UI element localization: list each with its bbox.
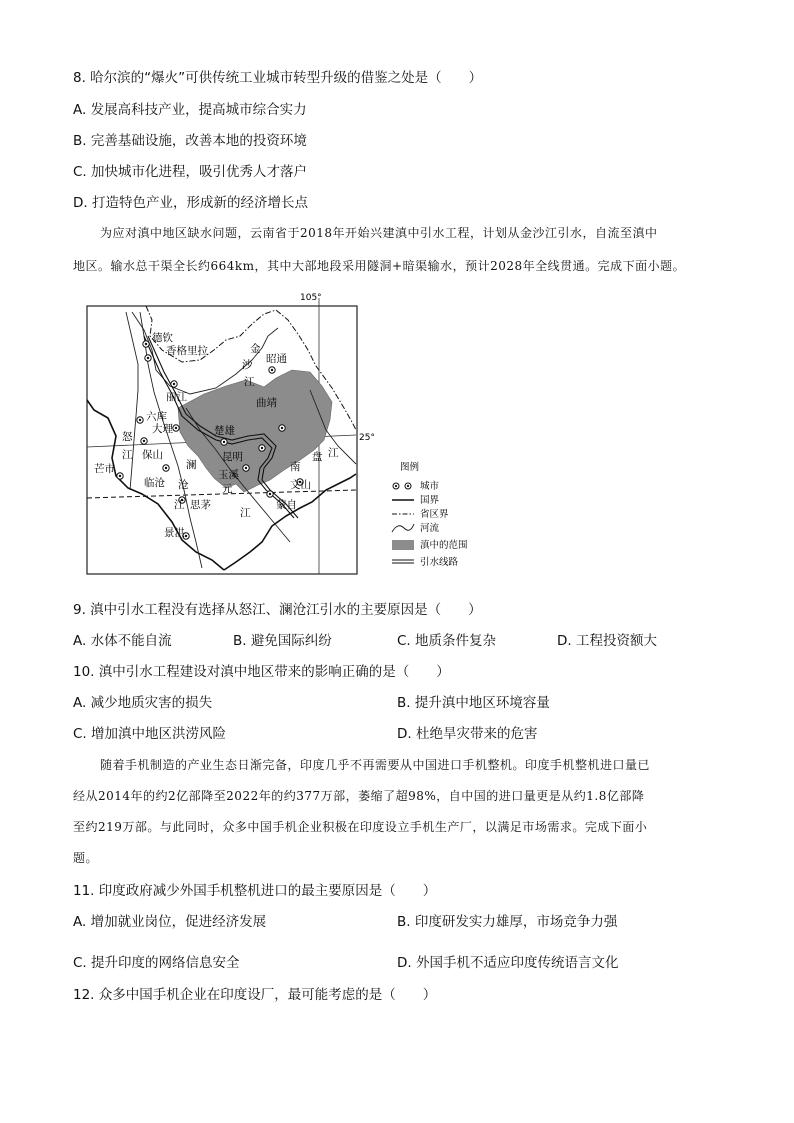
intro2-line-1: 随着手机制造的产业生态日渐完备，印度几乎不再需要从中国进口手机整机。印度手机整机进口量已 bbox=[100, 758, 651, 772]
q11-stem: 11. 印度政府减少外国手机整机进口的最主要原因是（ ） bbox=[73, 883, 437, 899]
svg-text:曲靖: 曲靖 bbox=[256, 397, 277, 409]
svg-text:城市: 城市 bbox=[420, 481, 440, 492]
legend-national-border bbox=[392, 495, 440, 506]
label-jinsha-2: 沙 bbox=[242, 359, 253, 371]
svg-text:昆明: 昆明 bbox=[222, 451, 243, 463]
svg-text:国界: 国界 bbox=[420, 495, 440, 506]
svg-text:思茅: 思茅 bbox=[190, 499, 211, 511]
svg-text:滇中的范围: 滇中的范围 bbox=[420, 540, 468, 551]
svg-text:引水线路: 引水线路 bbox=[420, 557, 459, 568]
central-yunnan-map bbox=[86, 290, 496, 580]
legend-city bbox=[393, 480, 440, 492]
q11-option-d[interactable]: D. 外国手机不适应印度传统语言文化 bbox=[397, 955, 619, 971]
svg-text:昭通: 昭通 bbox=[266, 353, 287, 365]
label-jinsha-3: 江 bbox=[244, 376, 255, 388]
q9-option-d[interactable]: D. 工程投资额大 bbox=[557, 633, 657, 649]
q9-option-c[interactable]: C. 地质条件复杂 bbox=[397, 633, 497, 649]
label-yuan-2: 江 bbox=[240, 507, 251, 519]
svg-text:芒市: 芒市 bbox=[94, 463, 115, 475]
svg-text:文山: 文山 bbox=[290, 479, 311, 491]
svg-text:河流: 河流 bbox=[420, 523, 440, 534]
legend-central-region bbox=[392, 539, 468, 551]
svg-text:德钦: 德钦 bbox=[152, 332, 173, 344]
q8-stem: 8. 哈尔滨的“爆火”可供传统工业城市转型升级的借鉴之处是（ ） bbox=[73, 70, 483, 86]
legend-diversion-route bbox=[392, 556, 459, 568]
q11-options-row2 bbox=[73, 951, 723, 971]
map-legend bbox=[392, 461, 468, 568]
longitude-label: 105° bbox=[300, 293, 322, 303]
svg-text:香格里拉: 香格里拉 bbox=[166, 345, 208, 357]
q9-options bbox=[73, 629, 723, 649]
q11-options-row1 bbox=[73, 910, 723, 930]
q10-option-d[interactable]: D. 杜绝旱灾带来的危害 bbox=[397, 726, 538, 742]
q11-option-b[interactable]: B. 印度研发实力雄厚，市场竞争力强 bbox=[397, 914, 618, 930]
q8-option-c[interactable]: C. 加快城市化进程，吸引优秀人才落户 bbox=[73, 164, 308, 180]
intro2-line-3: 至约219万部。与此同时，众多中国手机企业积极在印度设立手机生产厂，以满足市场需求。完成下面小 bbox=[73, 820, 648, 834]
q8-option-b[interactable]: B. 完善基础设施，改善本地的投资环境 bbox=[73, 133, 307, 149]
legend-provincial-boundary bbox=[392, 508, 449, 520]
intro1-line-1: 为应对滇中地区缺水问题，云南省于2018年开始兴建滇中引水工程，计划从金沙江引水，自流至滇中 bbox=[100, 226, 658, 240]
legend-title: 图例 bbox=[400, 462, 420, 473]
label-nu-1: 怒 bbox=[122, 431, 133, 443]
q11-option-c[interactable]: C. 提升印度的网络信息安全 bbox=[73, 955, 240, 971]
intro2-line-4: 题。 bbox=[73, 851, 99, 865]
intro2-line-2: 经从2014年的约2亿部降至2022年的约377万部，萎缩了超98%，自中国的进口量更是从约1.8亿部降 bbox=[73, 789, 645, 803]
q9-option-a[interactable]: A. 水体不能自流 bbox=[73, 633, 172, 649]
intro1-line-2: 地区。输水总干渠全长约664km，其中大部地段采用隧洞+暗渠输水，预计2028年全线贯通。完成下面小题。 bbox=[73, 259, 686, 273]
q9-stem: 9. 滇中引水工程没有选择从怒江、澜沧江引水的主要原因是（ ） bbox=[73, 602, 482, 618]
svg-text:蒙自: 蒙自 bbox=[276, 499, 297, 511]
q8-option-a[interactable]: A. 发展高科技产业，提高城市综合实力 bbox=[73, 102, 307, 118]
svg-text:玉溪: 玉溪 bbox=[218, 469, 239, 481]
svg-text:大理: 大理 bbox=[152, 423, 173, 435]
label-nu-2: 江 bbox=[122, 449, 133, 461]
label-nanpan-2: 盘 bbox=[312, 451, 323, 463]
label-yuan-1: 元 bbox=[222, 483, 233, 495]
svg-text:景洪: 景洪 bbox=[164, 527, 185, 539]
q9-option-b[interactable]: B. 避免国际纠纷 bbox=[233, 633, 332, 649]
label-jinsha-1: 金 bbox=[250, 343, 261, 355]
q10-stem: 10. 滇中引水工程建设对滇中地区带来的影响正确的是（ ） bbox=[73, 664, 450, 680]
label-lancang-3: 江 bbox=[174, 499, 185, 511]
q12-stem: 12. 众多中国手机企业在印度设厂，最可能考虑的是（ ） bbox=[73, 987, 437, 1003]
q10-option-b[interactable]: B. 提升滇中地区环境容量 bbox=[397, 695, 550, 711]
label-lancang-2: 沧 bbox=[178, 479, 189, 491]
q8-option-d[interactable]: D. 打造特色产业，形成新的经济增长点 bbox=[73, 195, 308, 211]
q10-options-row1 bbox=[73, 691, 723, 711]
svg-text:楚雄: 楚雄 bbox=[214, 425, 235, 437]
q11-option-a[interactable]: A. 增加就业岗位，促进经济发展 bbox=[73, 914, 267, 930]
q10-option-a[interactable]: A. 减少地质灾害的损失 bbox=[73, 695, 213, 711]
latitude-label: 25° bbox=[359, 433, 375, 443]
legend-river bbox=[392, 522, 440, 534]
q10-option-c[interactable]: C. 增加滇中地区洪涝风险 bbox=[73, 726, 227, 742]
label-nanpan-1: 南 bbox=[290, 461, 301, 473]
q10-options-row2 bbox=[73, 722, 723, 742]
svg-text:六库: 六库 bbox=[146, 411, 167, 423]
label-lancang-1: 澜 bbox=[186, 459, 197, 471]
svg-text:丽江: 丽江 bbox=[166, 391, 187, 403]
svg-text:省区界: 省区界 bbox=[420, 509, 449, 520]
city-wenshan bbox=[290, 478, 311, 491]
label-nanpan-3: 江 bbox=[328, 447, 339, 459]
svg-text:保山: 保山 bbox=[142, 449, 163, 461]
svg-text:临沧: 临沧 bbox=[144, 477, 165, 489]
